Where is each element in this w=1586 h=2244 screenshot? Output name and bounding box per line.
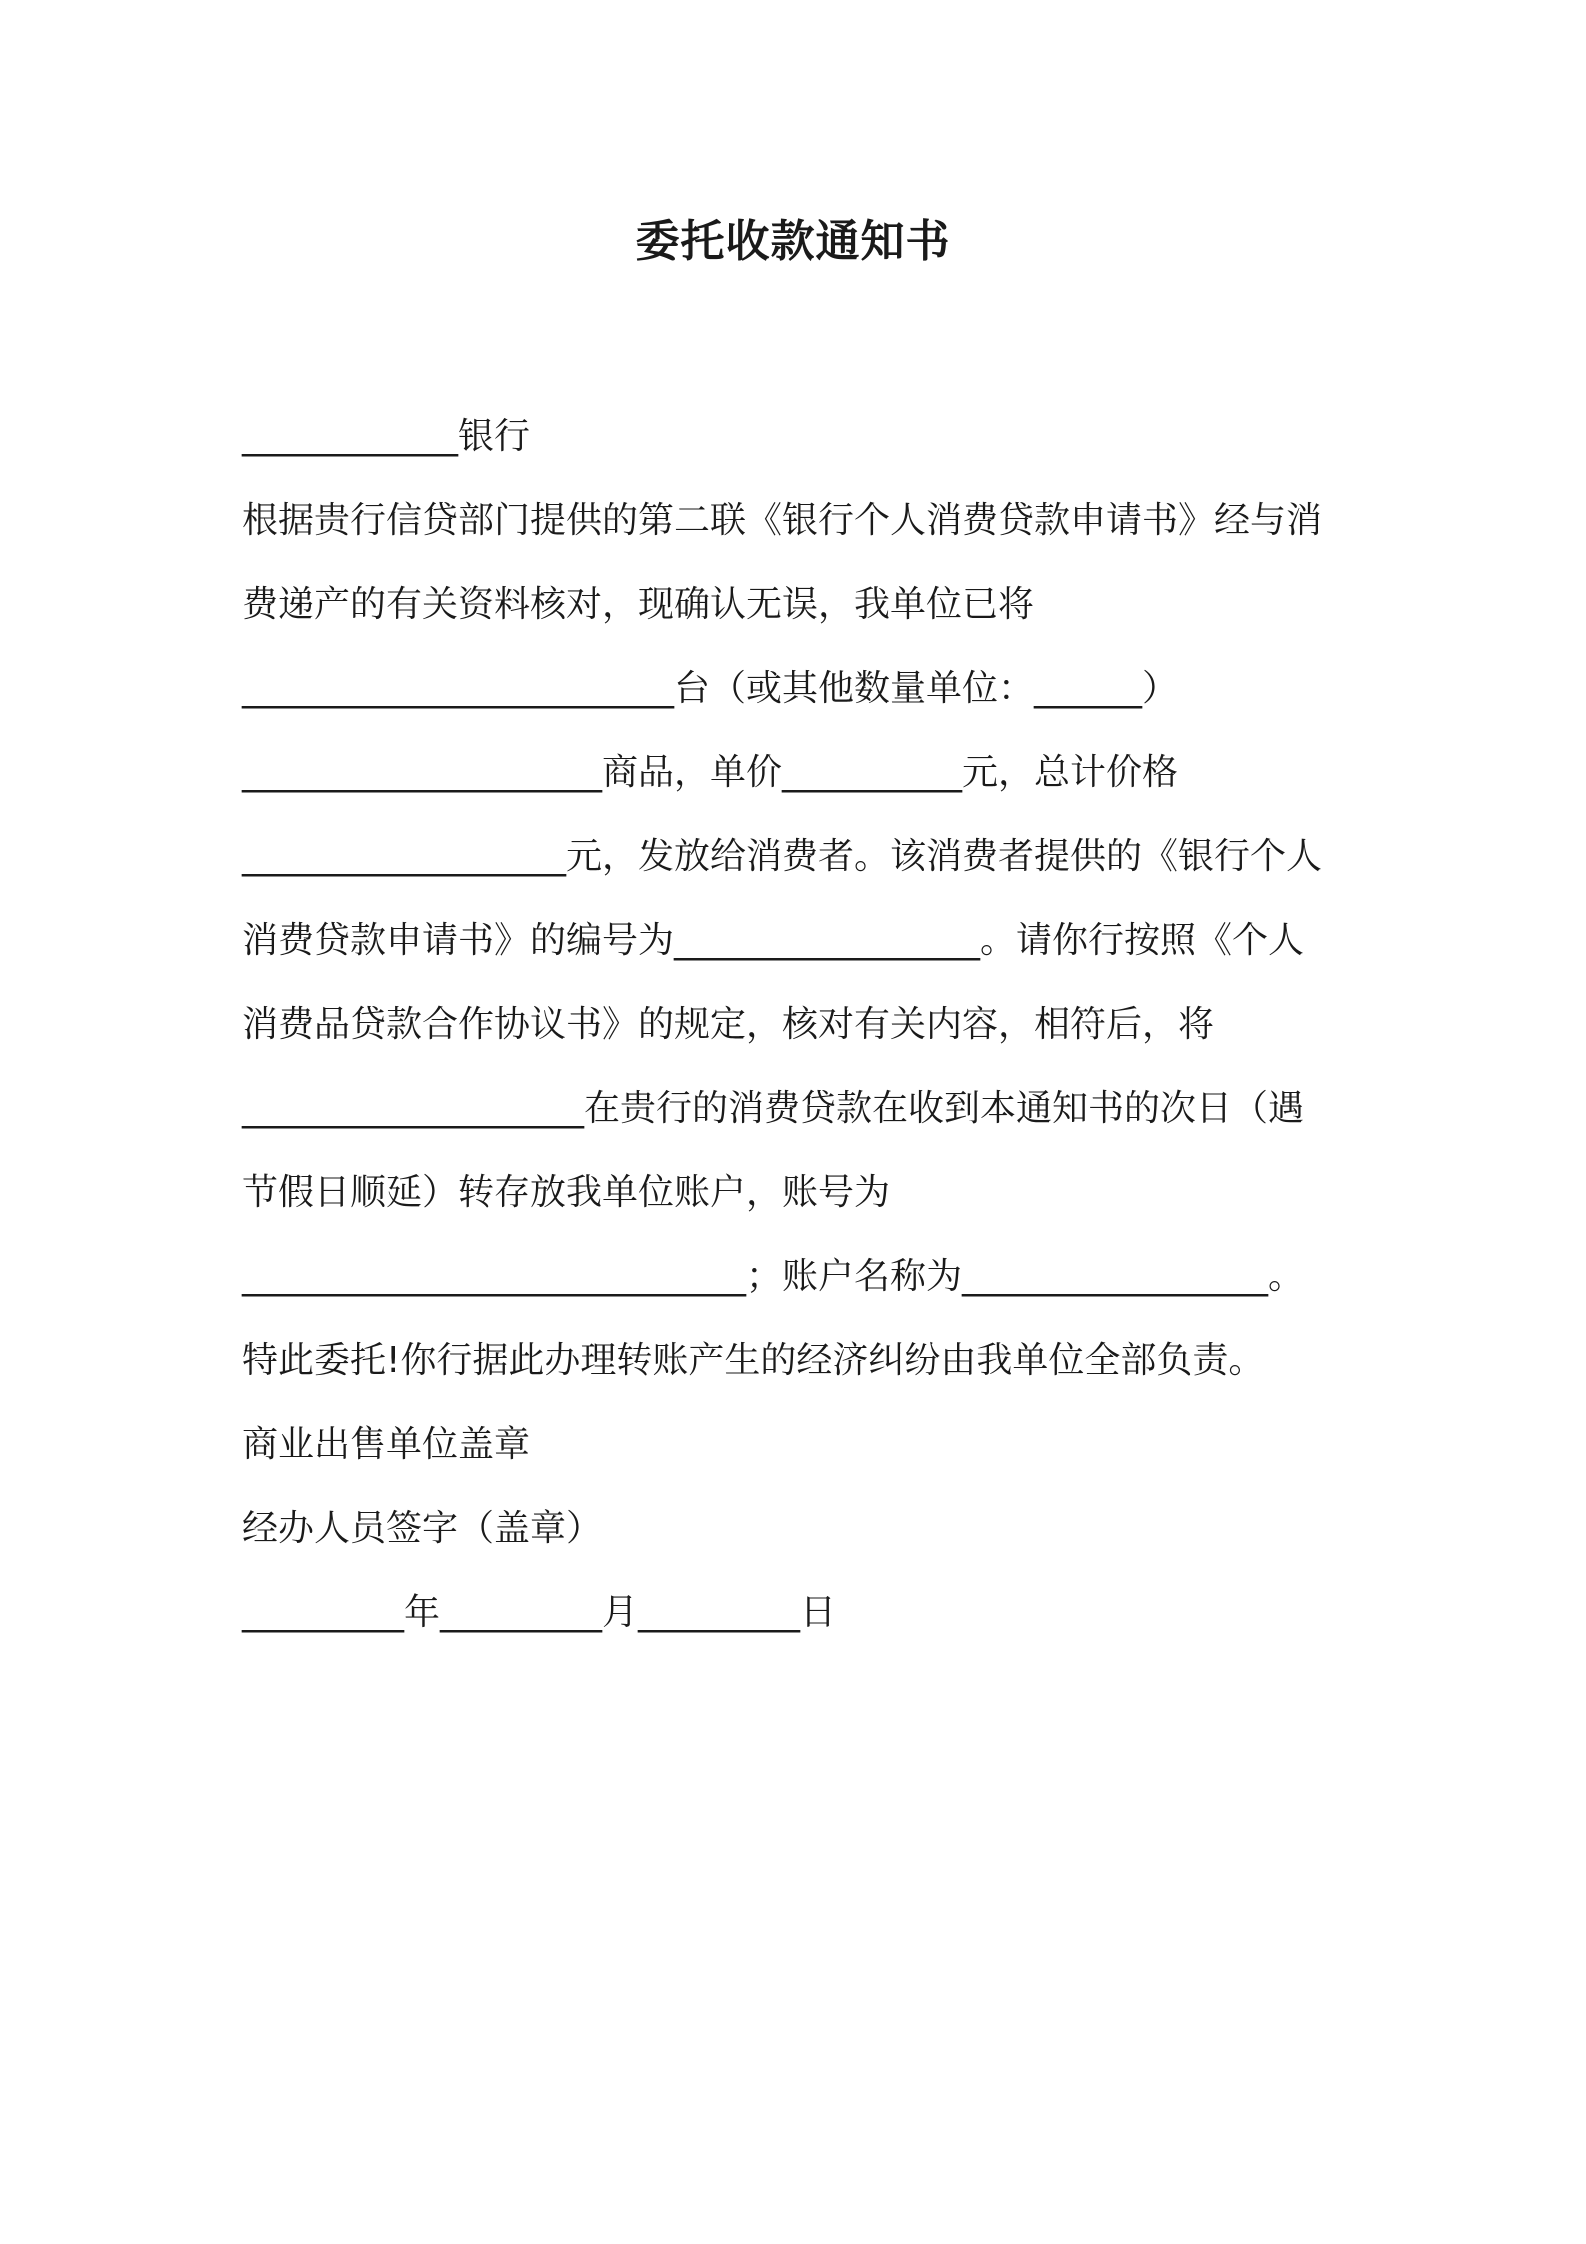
body-line: ____________________________；账户名称为_________________。 (242, 1256, 1305, 1297)
body-line: 节假日顺延）转存放我单位账户，账号为 (242, 1172, 891, 1213)
body-line: 特此委托!你行据此办理转账产生的经济纠纷由我单位全部负责。 (242, 1340, 1265, 1381)
body-line: __________________元，发放给消费者。该消费者提供的《银行个人 (242, 836, 1323, 877)
date-line: _________年_________月_________日 (242, 1592, 836, 1633)
body-line: ___________________在贵行的消费贷款在收到本通知书的次日（遇 (242, 1088, 1305, 1129)
seal-line: 商业出售单位盖章 (242, 1424, 531, 1465)
body-line: ____________________商品，单价__________元，总计价格 (242, 752, 1179, 793)
bank-line: ____________银行 (242, 416, 531, 457)
body-line: 消费品贷款合作协议书》的规定，核对有关内容，相符后，将 (242, 1004, 1215, 1045)
body-line: 根据贵行信贷部门提供的第二联《银行个人消费贷款申请书》经与消 (242, 500, 1323, 541)
signature-line: 经办人员签字（盖章） (242, 1508, 603, 1549)
body-line: 费递产的有关资料核对，现确认无误，我单位已将 (242, 584, 1035, 625)
body-line: 消费贷款申请书》的编号为_________________。请你行按照《个人 (242, 920, 1305, 961)
body-line: ________________________台（或其他数量单位：______） (242, 668, 1179, 709)
document-title: 委托收款通知书 (635, 216, 951, 267)
